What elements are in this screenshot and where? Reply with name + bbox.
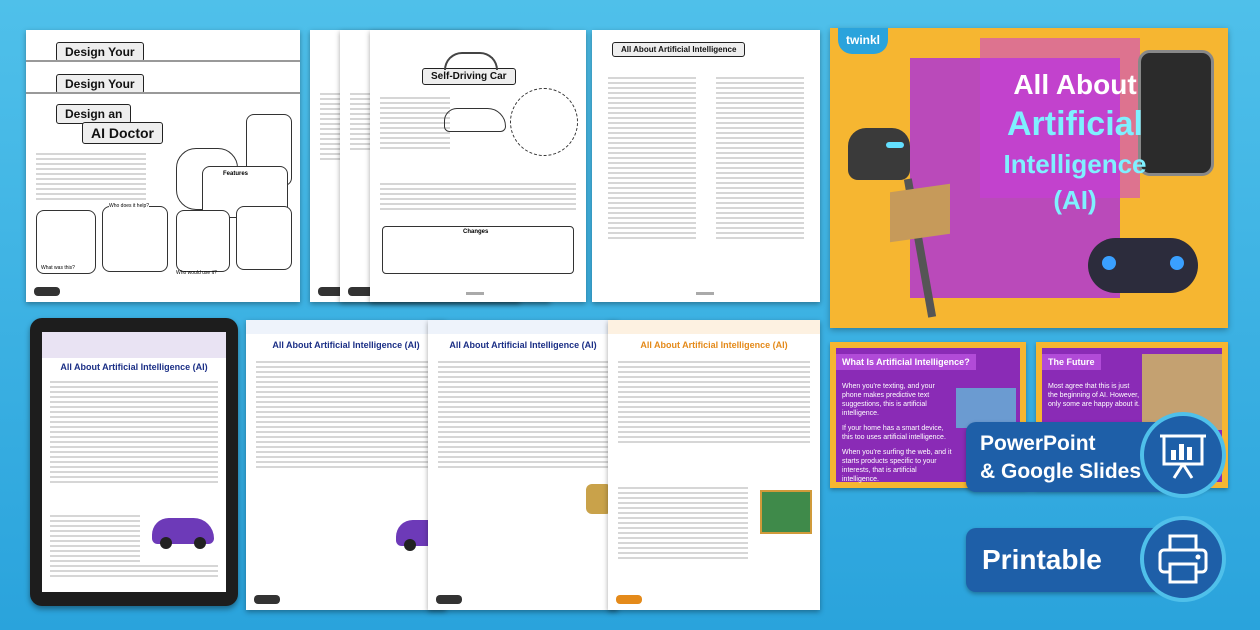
design-box-a [176,210,230,272]
features-label: Features [223,171,249,177]
design-box-who [102,203,168,272]
mini-slide-1-para3: When you're surfing the web, and it starts products specific to your interests, that is artificial intelligence. [842,449,952,483]
robot-image [848,128,910,180]
mini-slide-1-heading: What Is Artificial Intelligence? [836,354,976,370]
who-label: Who does it help? [109,203,150,209]
mini-slide-2-heading: The Future [1042,354,1101,370]
printable-label: Printable [982,544,1102,575]
twinkl-footer-logo [616,595,642,604]
reading-sheet-3-title: All About Artificial Intelligence (AI) [640,340,788,350]
car-sketch [444,108,506,132]
slide-title-line3: Intelligence [1003,149,1147,179]
self-driving-sheet-front [370,30,586,302]
mini-slide-2-para1: Most agree that this is just the beginning of AI. However, only some are happy about it. [1048,383,1140,408]
design-title-3b: AI Doctor [82,122,163,144]
tablet-device [30,318,238,606]
slide-title-line4: (AI) [1053,185,1097,215]
design-worksheet-stack [26,30,300,302]
circuit-board-image [760,490,812,534]
slide-title-line2: Artificial [1006,105,1144,143]
purple-car-image [152,518,214,544]
starburst-note [510,88,578,156]
changes-box [382,226,574,274]
reading-sheet-1-title: All About Artificial Intelligence (AI) [272,340,420,350]
design-box-left [36,210,96,274]
main-title-slide [830,28,1228,328]
printer-icon [1140,516,1226,602]
box-image [890,184,950,242]
reading-sheet-2-title: All About Artificial Intelligence (AI) [449,340,597,350]
twinkl-footer-logo [254,595,280,604]
what-label: What was this? [41,265,75,271]
design-title-1: Design Your [56,42,144,62]
reading-sheet-3 [608,320,820,610]
powerpoint-label-2: & Google Slides [980,460,1142,483]
tablet-sheet-title: All About Artificial Intelligence (AI) [60,362,208,372]
slide-title-line1: All About [1013,69,1137,100]
mini-slide-1-para1: When you're texting, and your phone makes predictive text suggestions, this is artificial intelligence. [842,383,935,417]
twinkl-logo: twinkl [838,28,888,54]
quiz-worksheet [592,30,820,302]
mini-slide-1-para2: If your home has a smart device, this too uses artificial intelligence. [842,425,946,441]
would-label: Who would use it? [176,270,217,276]
design-title-3: Design an [56,104,131,124]
presentation-icon [1140,412,1226,498]
reading-sheet-1 [246,320,446,610]
twinkl-footer-logo [34,287,60,296]
design-box-b [236,206,292,270]
design-title-2: Design Your [56,74,144,94]
reading-sheet-2 [428,320,618,610]
changes-label: Changes [463,229,489,235]
self-driving-title: Self-Driving Car [422,68,516,85]
powerpoint-label-1: PowerPoint [980,432,1096,455]
quiz-title: All About Artificial Intelligence [612,42,745,57]
twinkl-footer-logo [436,595,462,604]
game-controller-image [1088,238,1198,293]
